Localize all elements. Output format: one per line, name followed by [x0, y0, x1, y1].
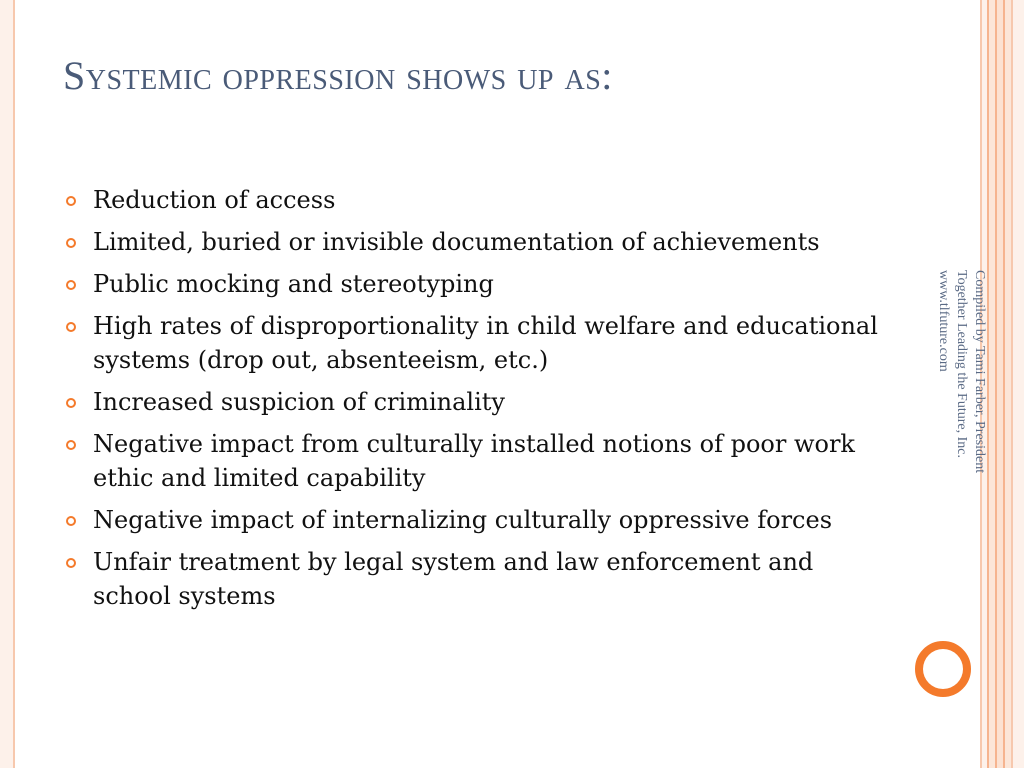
bullet-text: Increased suspicion of criminality [93, 388, 505, 416]
decorative-circle-icon [912, 638, 974, 700]
bullet-item [62, 427, 882, 495]
bullet-ring-icon [66, 516, 76, 526]
bullet-ring-icon [66, 398, 76, 408]
bullet-ring-icon [66, 322, 76, 332]
credit-line-website: www.tlfuture.com [936, 270, 951, 372]
bullet-ring-icon [66, 440, 76, 450]
bullet-item [62, 503, 882, 537]
decorative-circle-inner [923, 649, 963, 689]
bullet-text: Unfair treatment by legal system and law enforcement and school systems [93, 548, 814, 610]
bullet-item [62, 385, 882, 419]
bullet-list [62, 183, 882, 621]
bullet-ring-icon [66, 196, 76, 206]
left-border [0, 0, 13, 768]
credit-line-author: Compiled by Tami Farber, President [972, 270, 987, 474]
bullet-item [62, 267, 882, 301]
bullet-item [62, 545, 882, 613]
bullet-text: Limited, buried or invisible documentation of achievements [93, 228, 820, 256]
bullet-item [62, 183, 882, 217]
left-border-line [13, 0, 15, 768]
bullet-text: Negative impact from culturally installed notions of poor work ethic and limited capability [93, 430, 855, 492]
slide-title: Systemic oppression shows up as: [63, 53, 613, 98]
bullet-ring-icon [66, 558, 76, 568]
bullet-item [62, 309, 882, 377]
bullet-text: Public mocking and stereotyping [93, 270, 494, 298]
bullet-ring-icon [66, 238, 76, 248]
bullet-text: Negative impact of internalizing culturally oppressive forces [93, 506, 833, 534]
right-border-stripe [1013, 0, 1024, 768]
bullet-text: High rates of disproportionality in child welfare and educational systems (drop out, absenteeism, etc.) [93, 312, 878, 374]
bullet-ring-icon [66, 280, 76, 290]
credit-text [932, 270, 988, 570]
bullet-item [62, 225, 882, 259]
bullet-text: Reduction of access [93, 186, 336, 214]
credit-line-organization: Together Leading the Future, Inc. [954, 270, 969, 458]
